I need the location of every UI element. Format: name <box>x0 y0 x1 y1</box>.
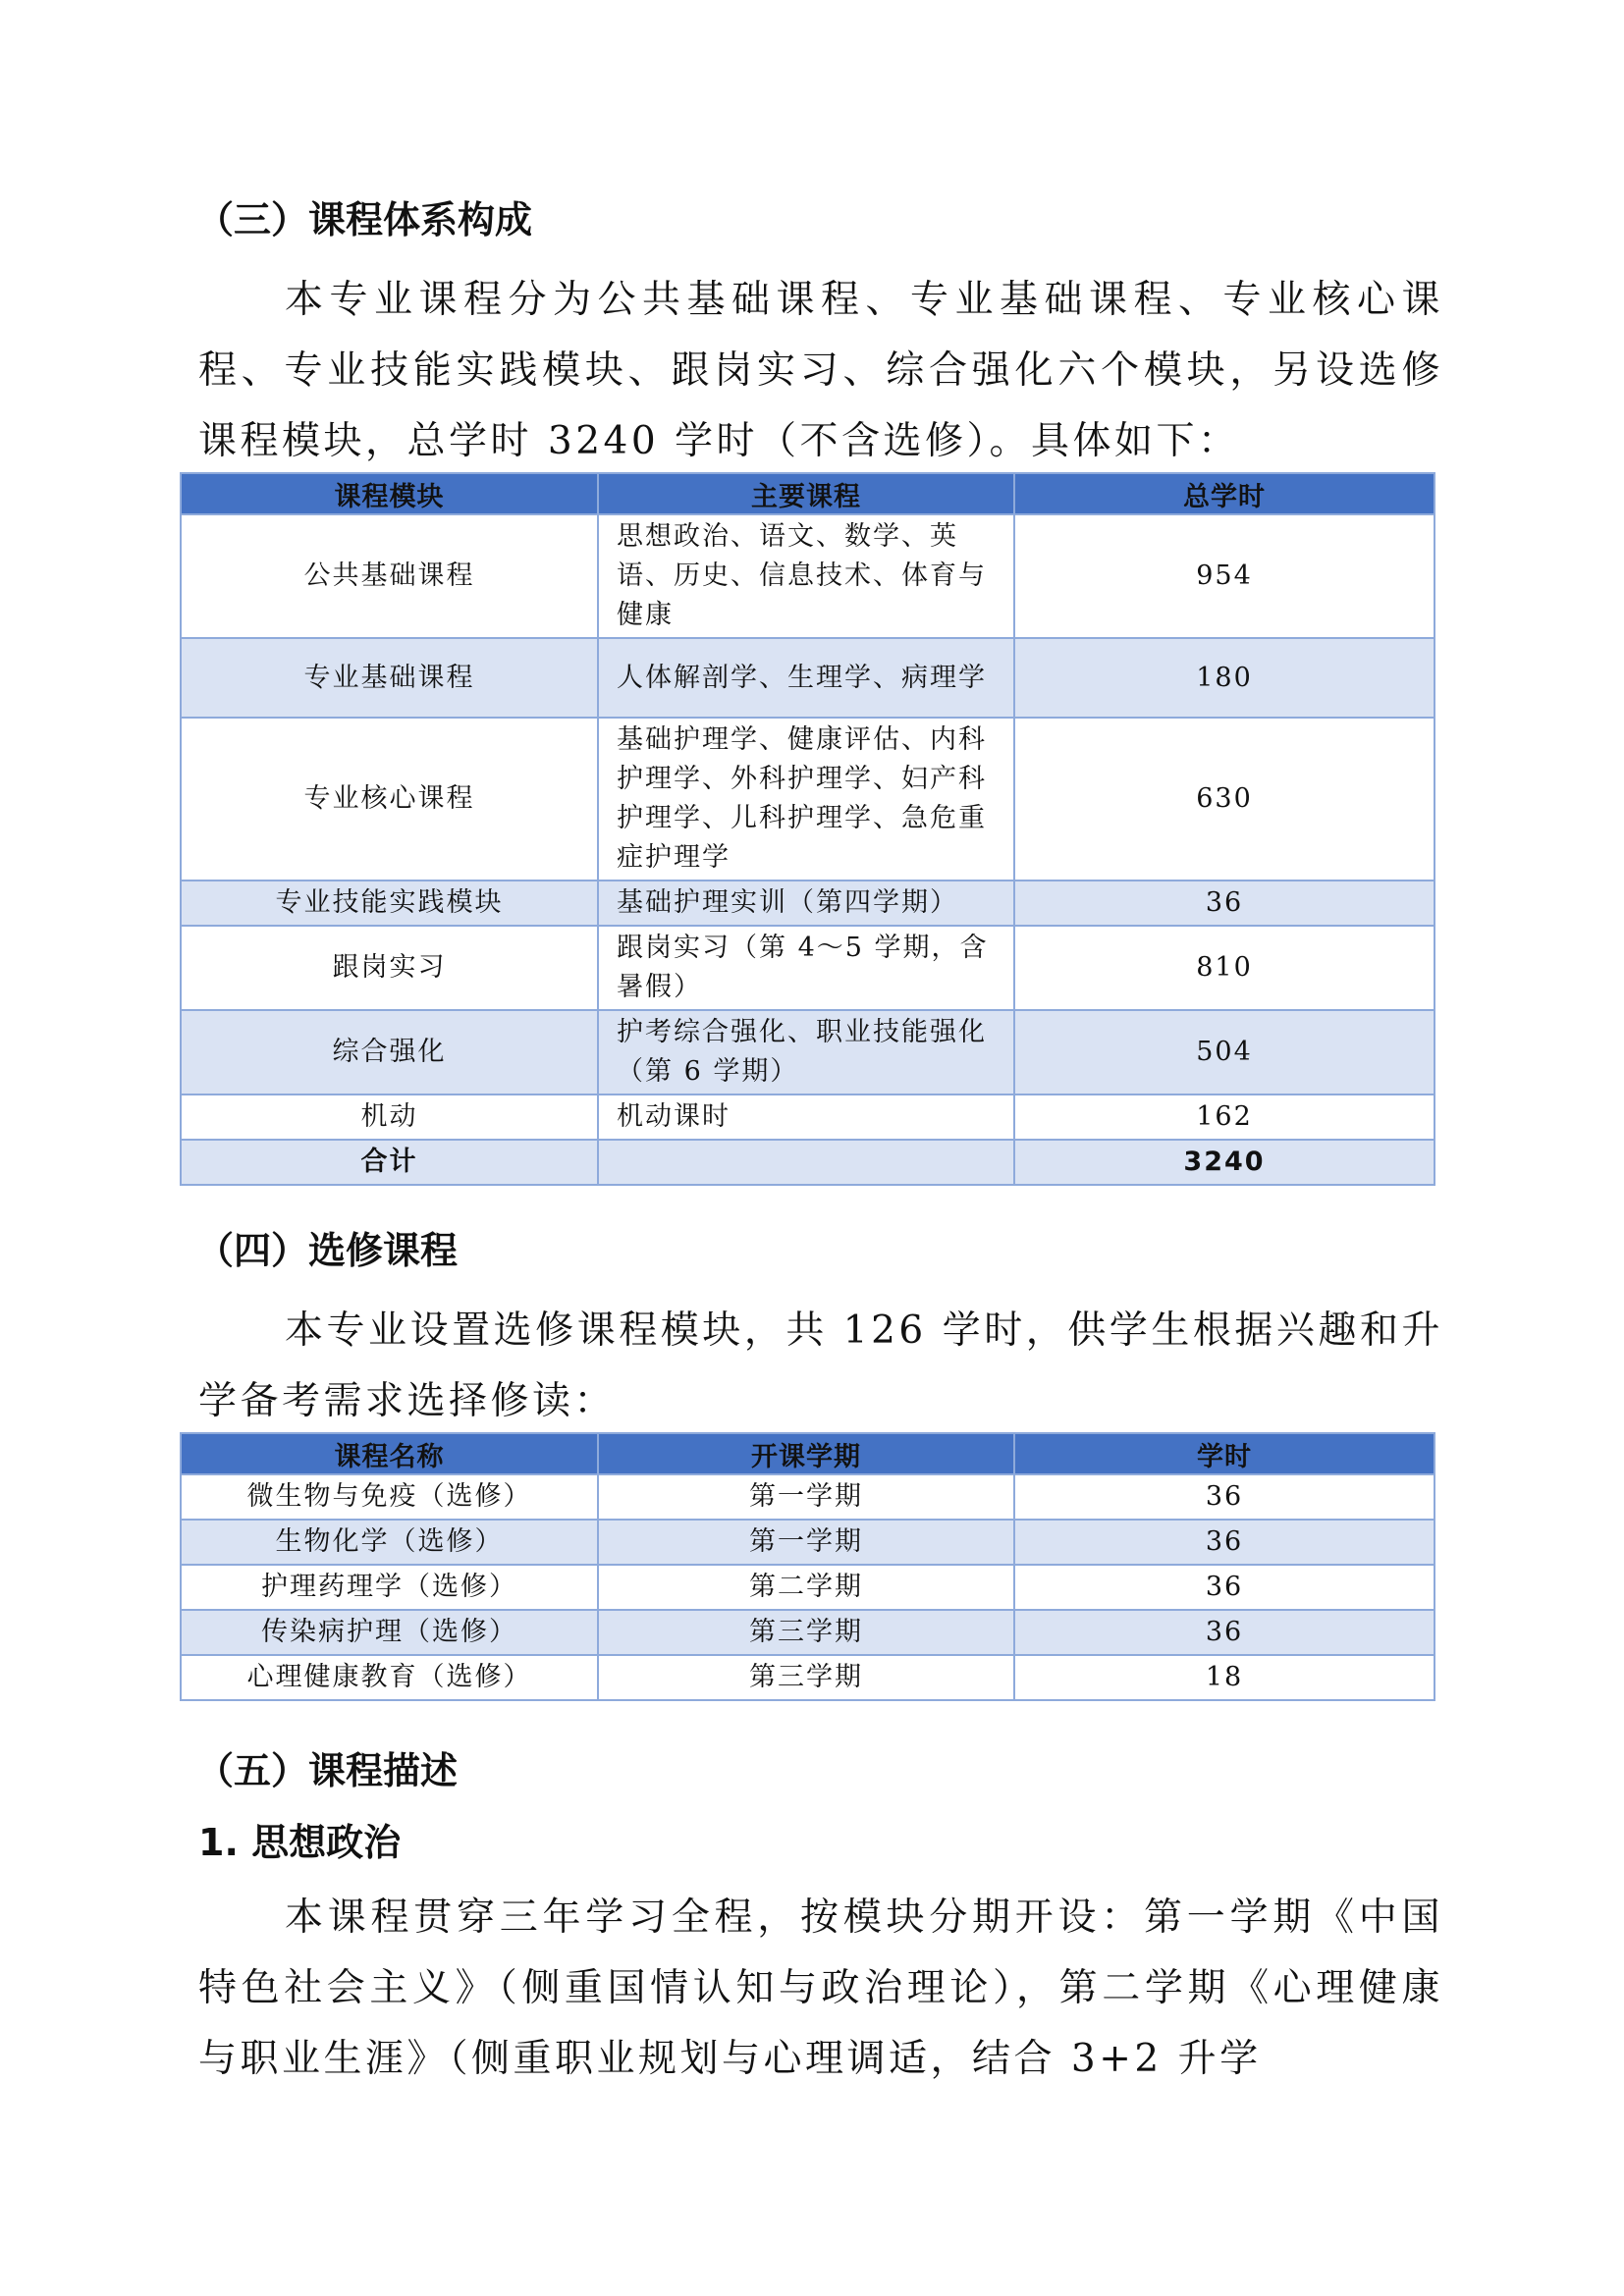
subheading-ideology-politics: 1. 思想政治 <box>198 1821 402 1864</box>
courses-cell: 基础护理学、健康评估、内科护理学、外科护理学、妇产科护理学、儿科护理学、急危重症护理学 <box>598 718 1014 881</box>
courses-cell: 基础护理实训（第四学期） <box>598 881 1014 926</box>
course-name-cell: 心理健康教育（选修） <box>181 1655 598 1700</box>
total-label-cell: 合计 <box>181 1140 598 1185</box>
header-main-courses: 主要课程 <box>598 473 1014 514</box>
table-total-row <box>181 1140 1435 1185</box>
courses-cell: 人体解剖学、生理学、病理学 <box>598 638 1014 718</box>
module-cell: 公共基础课程 <box>181 514 598 638</box>
table-row <box>181 514 1435 638</box>
module-cell: 专业核心课程 <box>181 718 598 881</box>
module-cell: 综合强化 <box>181 1010 598 1095</box>
section-heading-electives: （四）选修课程 <box>196 1229 459 1272</box>
courses-cell: 思想政治、语文、数学、英语、历史、信息技术、体育与健康 <box>598 514 1014 638</box>
table-row <box>181 718 1435 881</box>
module-cell: 专业技能实践模块 <box>181 881 598 926</box>
courses-cell: 护考综合强化、职业技能强化（第 6 学期） <box>598 1010 1014 1095</box>
module-cell: 专业基础课程 <box>181 638 598 718</box>
electives-table <box>180 1432 1435 1701</box>
header-total-hours: 总学时 <box>1014 473 1435 514</box>
courses-cell: 机动课时 <box>598 1095 1014 1140</box>
term-cell: 第三学期 <box>598 1655 1014 1700</box>
hours-cell: 162 <box>1014 1095 1435 1140</box>
hours-cell: 18 <box>1014 1655 1435 1700</box>
ideology-politics-paragraph: 本课程贯穿三年学习全程，按模块分期开设：第一学期《中国特色社会主义》（侧重国情认知与政治理论），第二学期《心理健康与职业生涯》（侧重职业规划与心理调适，结合 3+2 升学 <box>198 1896 1443 2081</box>
hours-cell: 630 <box>1014 718 1435 881</box>
curriculum-modules-table <box>180 472 1435 1186</box>
module-cell: 跟岗实习 <box>181 926 598 1010</box>
course-name-cell: 传染病护理（选修） <box>181 1610 598 1655</box>
hours-cell: 180 <box>1014 638 1435 718</box>
course-name-cell: 生物化学（选修） <box>181 1520 598 1565</box>
hours-cell: 36 <box>1014 881 1435 926</box>
table-row <box>181 1095 1435 1140</box>
curriculum-structure-paragraph: 本专业课程分为公共基础课程、专业基础课程、专业核心课程、专业技能实践模块、跟岗实习、综合强化六个模块，另设选修课程模块，总学时 3240 学时（不含选修）。具体如下： <box>198 278 1443 463</box>
table-row <box>181 926 1435 1010</box>
table-row <box>181 881 1435 926</box>
hours-cell: 504 <box>1014 1010 1435 1095</box>
term-cell: 第二学期 <box>598 1565 1014 1610</box>
hours-cell: 954 <box>1014 514 1435 638</box>
table-row <box>181 1610 1435 1655</box>
term-cell: 第一学期 <box>598 1474 1014 1520</box>
hours-cell: 36 <box>1014 1520 1435 1565</box>
courses-cell: 跟岗实习（第 4～5 学期，含暑假） <box>598 926 1014 1010</box>
hours-cell: 36 <box>1014 1610 1435 1655</box>
table-header-row <box>181 473 1435 514</box>
course-name-cell: 护理药理学（选修） <box>181 1565 598 1610</box>
term-cell: 第一学期 <box>598 1520 1014 1565</box>
header-module: 课程模块 <box>181 473 598 514</box>
section-heading-curriculum-structure: （三）课程体系构成 <box>196 198 533 241</box>
module-cell: 机动 <box>181 1095 598 1140</box>
table-row <box>181 1010 1435 1095</box>
hours-cell: 36 <box>1014 1565 1435 1610</box>
table-row <box>181 1520 1435 1565</box>
table-row <box>181 1655 1435 1700</box>
hours-cell: 810 <box>1014 926 1435 1010</box>
section-heading-course-descriptions: （五）课程描述 <box>196 1749 459 1792</box>
total-courses-cell <box>598 1140 1014 1185</box>
header-hours: 学时 <box>1014 1433 1435 1474</box>
course-name-cell: 微生物与免疫（选修） <box>181 1474 598 1520</box>
header-course-name: 课程名称 <box>181 1433 598 1474</box>
table-row <box>181 1565 1435 1610</box>
term-cell: 第三学期 <box>598 1610 1014 1655</box>
header-term: 开课学期 <box>598 1433 1014 1474</box>
table-row <box>181 638 1435 718</box>
electives-paragraph: 本专业设置选修课程模块，共 126 学时，供学生根据兴趣和升学备考需求选择修读： <box>198 1308 1443 1423</box>
table-header-row <box>181 1433 1435 1474</box>
table-row <box>181 1474 1435 1520</box>
total-hours-cell: 3240 <box>1014 1140 1435 1185</box>
hours-cell: 36 <box>1014 1474 1435 1520</box>
